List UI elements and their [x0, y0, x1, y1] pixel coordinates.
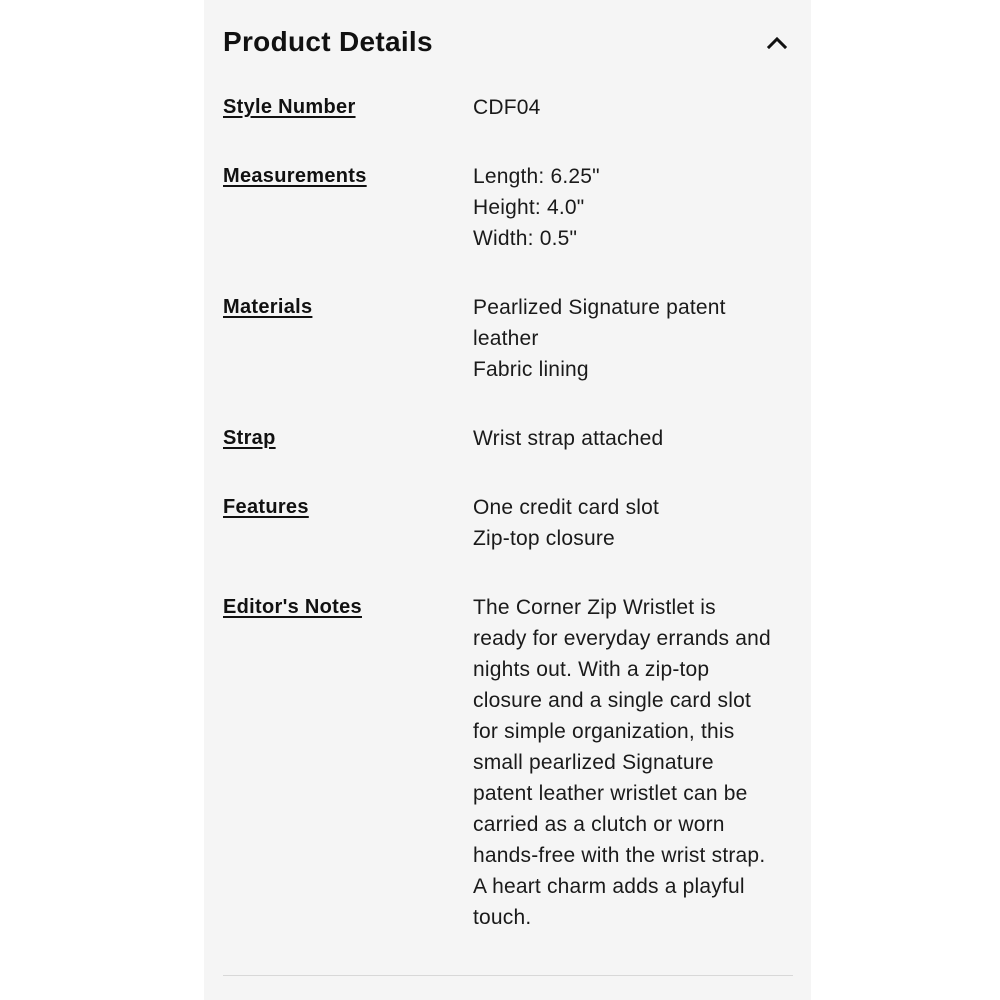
detail-value-line: Width: 0.5"	[473, 227, 578, 250]
product-details-header[interactable]	[223, 22, 793, 62]
detail-value-measurements	[473, 161, 793, 254]
detail-value-editors-notes	[473, 592, 793, 933]
detail-value-line: The Corner Zip Wristlet is	[473, 596, 716, 619]
detail-value-line: Wrist strap attached	[473, 427, 664, 450]
detail-value-line: touch.	[473, 906, 532, 929]
detail-value-line: Pearlized Signature patent	[473, 296, 726, 319]
product-details-panel	[204, 0, 811, 1000]
detail-value-line: for simple organization, this	[473, 720, 735, 743]
detail-row-style-number	[223, 92, 793, 123]
detail-value-line: CDF04	[473, 96, 541, 119]
detail-label-measurements[interactable]: Measurements	[223, 165, 367, 187]
detail-value-line: Zip-top closure	[473, 527, 615, 550]
section-title: Product Details	[223, 26, 433, 57]
detail-value-line: leather	[473, 327, 539, 350]
detail-value-line: patent leather wristlet can be	[473, 782, 748, 805]
detail-value-line: A heart charm adds a playful	[473, 875, 745, 898]
collapse-toggle-button[interactable]	[759, 24, 795, 60]
detail-value-line: nights out. With a zip-top	[473, 658, 710, 681]
detail-label-strap[interactable]: Strap	[223, 427, 276, 449]
detail-label-editors-notes[interactable]: Editor's Notes	[223, 596, 362, 618]
detail-value-line: hands-free with the wrist strap.	[473, 844, 766, 867]
detail-label-materials[interactable]: Materials	[223, 296, 313, 318]
detail-value-style-number	[473, 92, 793, 123]
detail-value-line: Fabric lining	[473, 358, 589, 381]
detail-value-line: small pearlized Signature	[473, 751, 714, 774]
detail-row-editors-notes	[223, 592, 793, 933]
detail-row-strap	[223, 423, 793, 454]
detail-value-line: carried as a clutch or worn	[473, 813, 725, 836]
detail-row-materials	[223, 292, 793, 385]
detail-value-strap	[473, 423, 793, 454]
detail-value-line: ready for everyday errands and	[473, 627, 771, 650]
detail-label-features[interactable]: Features	[223, 496, 309, 518]
chevron-up-icon	[767, 36, 787, 49]
detail-label-style-number[interactable]: Style Number	[223, 96, 356, 118]
detail-value-features	[473, 492, 793, 554]
section-divider	[223, 975, 793, 976]
detail-value-materials	[473, 292, 793, 385]
details-list	[223, 92, 793, 971]
detail-value-line: Length: 6.25"	[473, 165, 600, 188]
detail-row-measurements	[223, 161, 793, 254]
detail-row-features	[223, 492, 793, 554]
detail-value-line: closure and a single card slot	[473, 689, 751, 712]
detail-value-line: Height: 4.0"	[473, 196, 585, 219]
detail-value-line: One credit card slot	[473, 496, 660, 519]
